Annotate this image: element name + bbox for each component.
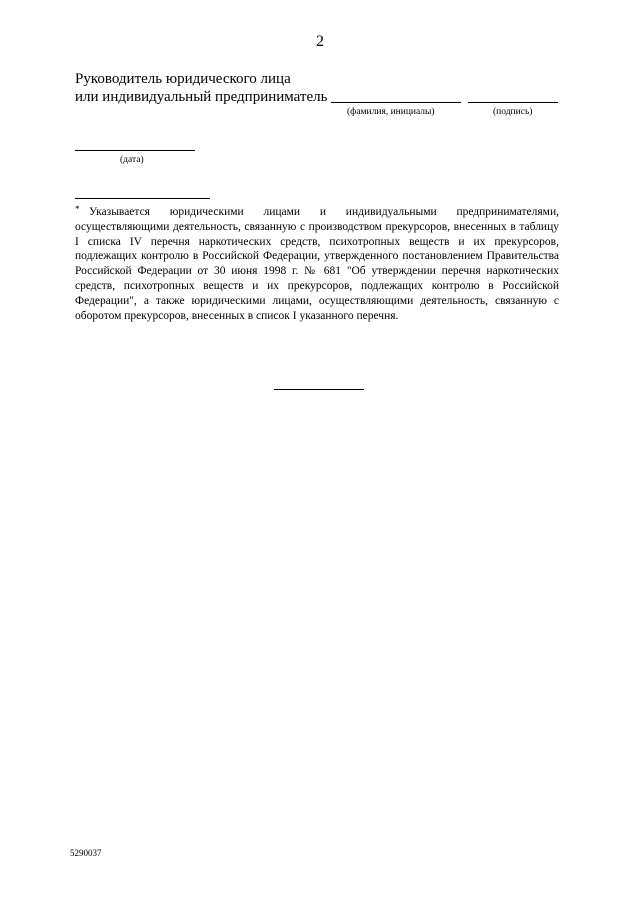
signature-block	[75, 70, 575, 117]
signature-caption: (подпись)	[493, 107, 533, 117]
footnote-text: Указывается юридическими лицами и индивидуальными предпринимателями, осуществляющими деятельность, связанную с производством прекурсоров, внесенных в таблицу I списка IV перечня наркотических средств, психотропных веществ и их прекурсоров, подлежащих контролю в Российской Федерации, утвержденного постановлением Правительства Российской Федерации от 30 июня 1998 г. № 681 "Об утверждении перечня наркотических средств, психотропных веществ и их прекурсоров, подлежащих контролю в Российской Федерации", а также юридическими лицами, осуществляющими деятельность, связанную с оборотом прекурсоров, внесенных в список I указанного перечня.	[75, 206, 559, 322]
date-caption: (дата)	[120, 155, 144, 165]
signature-blank-line[interactable]	[468, 102, 558, 103]
name-caption: (фамилия, инициалы)	[347, 107, 435, 117]
end-separator	[274, 389, 364, 390]
date-blank-line[interactable]	[75, 150, 195, 151]
signatory-title-line-2-row	[75, 88, 575, 106]
footnote	[75, 205, 559, 323]
signatory-title-line-2: или индивидуальный предприниматель	[75, 89, 328, 105]
page-number: 2	[316, 33, 324, 50]
document-code: 5290037	[70, 848, 102, 858]
signatory-title-line-1: Руководитель юридического лица	[75, 71, 291, 87]
footnote-mark: *	[75, 204, 80, 214]
footnote-separator	[75, 198, 210, 199]
name-blank-line[interactable]	[331, 102, 461, 103]
